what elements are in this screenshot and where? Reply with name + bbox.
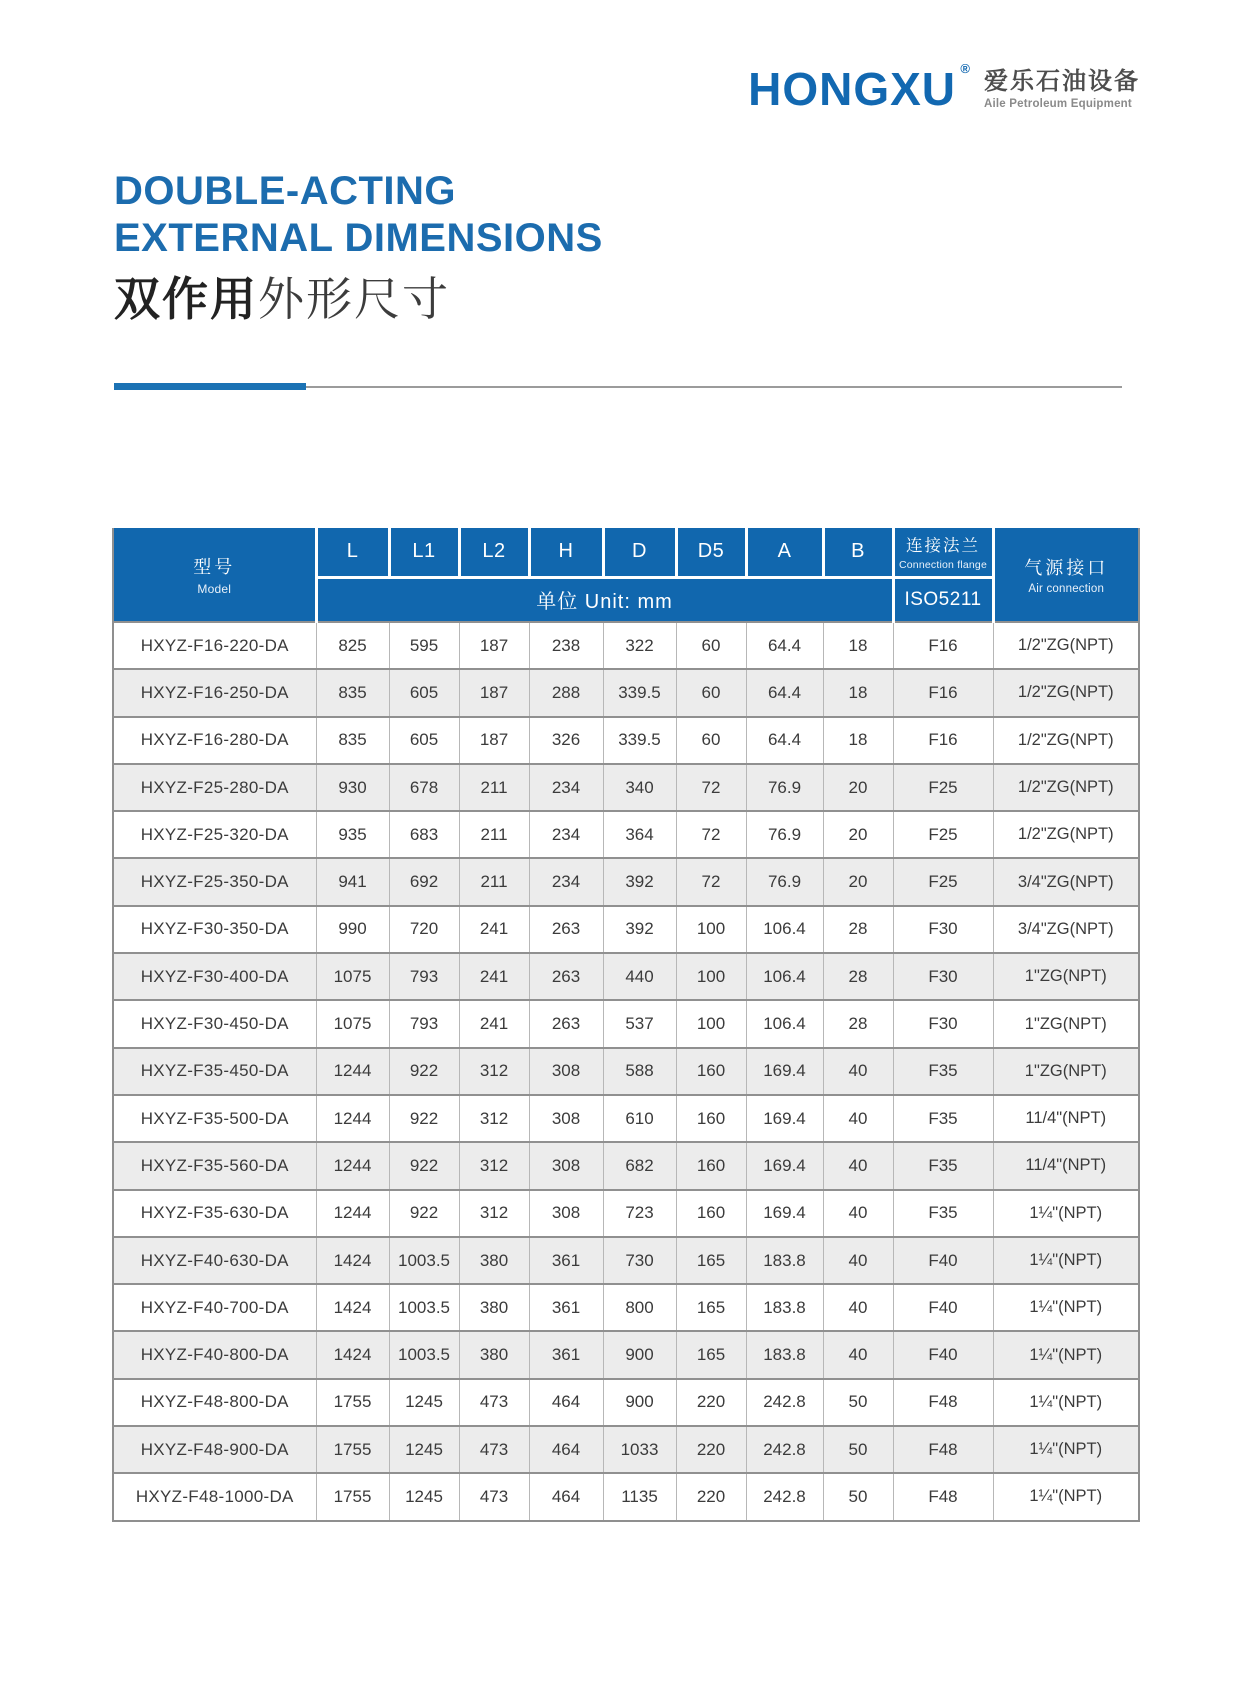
cell-l2: 312 — [459, 1190, 529, 1237]
cell-d5: 72 — [676, 858, 746, 905]
cell-l2: 380 — [459, 1237, 529, 1284]
cell-l2: 187 — [459, 717, 529, 764]
cell-air: 1"ZG(NPT) — [993, 1048, 1139, 1095]
cell-l2: 312 — [459, 1048, 529, 1095]
header-dim-L2: L2 — [459, 528, 529, 577]
table-body — [113, 622, 1139, 1521]
cell-d5: 165 — [676, 1331, 746, 1378]
cell-model: HXYZ-F30-450-DA — [113, 1000, 316, 1047]
cell-b: 28 — [823, 953, 893, 1000]
cell-h: 238 — [529, 622, 603, 669]
cell-air: 1¼"(NPT) — [993, 1473, 1139, 1520]
cell-d5: 72 — [676, 764, 746, 811]
divider — [114, 383, 1122, 390]
cell-l: 835 — [316, 669, 389, 716]
table-row — [113, 669, 1139, 716]
cell-flange: F16 — [893, 669, 993, 716]
cell-d: 339.5 — [603, 717, 676, 764]
cell-h: 308 — [529, 1142, 603, 1189]
cell-l2: 473 — [459, 1426, 529, 1473]
cell-l2: 241 — [459, 953, 529, 1000]
cell-d: 364 — [603, 811, 676, 858]
cell-l1: 1245 — [389, 1473, 459, 1520]
cell-h: 288 — [529, 669, 603, 716]
cell-flange: F30 — [893, 906, 993, 953]
cell-model: HXYZ-F16-220-DA — [113, 622, 316, 669]
cell-l1: 793 — [389, 1000, 459, 1047]
cell-flange: F48 — [893, 1426, 993, 1473]
cell-flange: F48 — [893, 1379, 993, 1426]
table-row — [113, 811, 1139, 858]
cell-flange: F40 — [893, 1284, 993, 1331]
cell-l1: 1003.5 — [389, 1284, 459, 1331]
cell-d: 322 — [603, 622, 676, 669]
cell-l1: 683 — [389, 811, 459, 858]
cell-model: HXYZ-F30-400-DA — [113, 953, 316, 1000]
cell-air: 1/2"ZG(NPT) — [993, 669, 1139, 716]
cell-model: HXYZ-F48-1000-DA — [113, 1473, 316, 1520]
cell-model: HXYZ-F48-800-DA — [113, 1379, 316, 1426]
header-model-en: Model — [197, 582, 232, 596]
cell-air: 3/4"ZG(NPT) — [993, 858, 1139, 905]
cell-b: 40 — [823, 1284, 893, 1331]
cell-d5: 220 — [676, 1473, 746, 1520]
cell-l: 1755 — [316, 1426, 389, 1473]
table-row — [113, 717, 1139, 764]
title-en-line2: EXTERNAL DIMENSIONS — [114, 216, 603, 261]
cell-air: 1¼"(NPT) — [993, 1331, 1139, 1378]
cell-l2: 380 — [459, 1284, 529, 1331]
cell-a: 64.4 — [746, 717, 823, 764]
cell-model: HXYZ-F40-800-DA — [113, 1331, 316, 1378]
cell-l1: 922 — [389, 1142, 459, 1189]
logo-subtitle — [984, 69, 1140, 112]
header-unit-label: 单位 Unit: mm — [316, 577, 893, 622]
cell-l: 1244 — [316, 1142, 389, 1189]
title-cn-regular: 外形尺寸 — [258, 273, 450, 326]
logo-brand-wrap — [748, 61, 970, 115]
cell-l1: 605 — [389, 717, 459, 764]
cell-h: 263 — [529, 906, 603, 953]
cell-air: 1/2"ZG(NPT) — [993, 622, 1139, 669]
cell-l2: 473 — [459, 1379, 529, 1426]
cell-b: 50 — [823, 1473, 893, 1520]
cell-flange: F35 — [893, 1190, 993, 1237]
dimensions-table-wrap — [112, 528, 1140, 1522]
cell-b: 50 — [823, 1426, 893, 1473]
cell-l1: 922 — [389, 1095, 459, 1142]
cell-h: 263 — [529, 1000, 603, 1047]
table-header — [113, 528, 1139, 622]
cell-d5: 100 — [676, 906, 746, 953]
cell-l1: 1003.5 — [389, 1331, 459, 1378]
cell-l1: 678 — [389, 764, 459, 811]
cell-model: HXYZ-F30-350-DA — [113, 906, 316, 953]
cell-a: 64.4 — [746, 669, 823, 716]
cell-a: 106.4 — [746, 906, 823, 953]
table-row — [113, 1048, 1139, 1095]
cell-flange: F40 — [893, 1237, 993, 1284]
cell-d5: 60 — [676, 669, 746, 716]
cell-b: 20 — [823, 764, 893, 811]
cell-d: 1033 — [603, 1426, 676, 1473]
header-dim-L: L — [316, 528, 389, 577]
cell-l1: 595 — [389, 622, 459, 669]
cell-d5: 160 — [676, 1095, 746, 1142]
cell-d5: 165 — [676, 1237, 746, 1284]
cell-model: HXYZ-F25-350-DA — [113, 858, 316, 905]
cell-l1: 922 — [389, 1048, 459, 1095]
cell-h: 464 — [529, 1379, 603, 1426]
cell-a: 183.8 — [746, 1284, 823, 1331]
cell-d: 900 — [603, 1379, 676, 1426]
cell-a: 169.4 — [746, 1048, 823, 1095]
cell-b: 40 — [823, 1190, 893, 1237]
cell-model: HXYZ-F16-250-DA — [113, 669, 316, 716]
cell-air: 1¼"(NPT) — [993, 1284, 1139, 1331]
cell-b: 40 — [823, 1142, 893, 1189]
cell-air: 1¼"(NPT) — [993, 1426, 1139, 1473]
cell-a: 169.4 — [746, 1095, 823, 1142]
cell-l: 930 — [316, 764, 389, 811]
cell-b: 20 — [823, 811, 893, 858]
cell-l2: 473 — [459, 1473, 529, 1520]
cell-flange: F30 — [893, 953, 993, 1000]
cell-l1: 793 — [389, 953, 459, 1000]
cell-model: HXYZ-F40-700-DA — [113, 1284, 316, 1331]
cell-d: 340 — [603, 764, 676, 811]
table-row — [113, 1426, 1139, 1473]
cell-air: 1¼"(NPT) — [993, 1379, 1139, 1426]
cell-air: 11/4"(NPT) — [993, 1142, 1139, 1189]
cell-a: 242.8 — [746, 1426, 823, 1473]
cell-flange: F48 — [893, 1473, 993, 1520]
divider-accent-bar — [114, 383, 306, 390]
cell-l1: 922 — [389, 1190, 459, 1237]
cell-model: HXYZ-F16-280-DA — [113, 717, 316, 764]
divider-thin-line — [306, 386, 1122, 388]
cell-model: HXYZ-F35-500-DA — [113, 1095, 316, 1142]
header-flange-cn: 连接法兰 — [906, 537, 980, 556]
cell-d5: 160 — [676, 1048, 746, 1095]
cell-h: 308 — [529, 1190, 603, 1237]
cell-model: HXYZ-F25-320-DA — [113, 811, 316, 858]
cell-l: 1424 — [316, 1284, 389, 1331]
cell-b: 40 — [823, 1095, 893, 1142]
cell-b: 18 — [823, 669, 893, 716]
cell-a: 242.8 — [746, 1379, 823, 1426]
cell-flange: F35 — [893, 1048, 993, 1095]
cell-h: 263 — [529, 953, 603, 1000]
cell-l: 941 — [316, 858, 389, 905]
cell-l2: 211 — [459, 764, 529, 811]
cell-flange: F30 — [893, 1000, 993, 1047]
cell-l1: 1245 — [389, 1379, 459, 1426]
cell-d: 682 — [603, 1142, 676, 1189]
cell-d: 537 — [603, 1000, 676, 1047]
cell-d: 392 — [603, 858, 676, 905]
cell-d: 392 — [603, 906, 676, 953]
header-air-connection — [993, 528, 1139, 622]
cell-air: 1/2"ZG(NPT) — [993, 811, 1139, 858]
cell-l2: 187 — [459, 622, 529, 669]
cell-h: 361 — [529, 1331, 603, 1378]
cell-d: 730 — [603, 1237, 676, 1284]
cell-air: 1/2"ZG(NPT) — [993, 717, 1139, 764]
header-dim-B: B — [823, 528, 893, 577]
cell-l: 825 — [316, 622, 389, 669]
cell-h: 361 — [529, 1237, 603, 1284]
cell-d5: 165 — [676, 1284, 746, 1331]
cell-d: 1135 — [603, 1473, 676, 1520]
cell-flange: F25 — [893, 811, 993, 858]
cell-d: 723 — [603, 1190, 676, 1237]
cell-l1: 692 — [389, 858, 459, 905]
cell-d: 900 — [603, 1331, 676, 1378]
cell-b: 28 — [823, 906, 893, 953]
logo — [748, 61, 1140, 115]
cell-l2: 312 — [459, 1095, 529, 1142]
table-row — [113, 906, 1139, 953]
cell-d5: 72 — [676, 811, 746, 858]
cell-l: 990 — [316, 906, 389, 953]
cell-d: 339.5 — [603, 669, 676, 716]
header-dim-L1: L1 — [389, 528, 459, 577]
cell-h: 308 — [529, 1095, 603, 1142]
cell-model: HXYZ-F48-900-DA — [113, 1426, 316, 1473]
cell-d: 800 — [603, 1284, 676, 1331]
table-row — [113, 953, 1139, 1000]
table-row — [113, 858, 1139, 905]
cell-a: 106.4 — [746, 1000, 823, 1047]
table-row — [113, 764, 1139, 811]
cell-d5: 60 — [676, 622, 746, 669]
title-cn-bold: 双作用 — [114, 273, 258, 326]
cell-l2: 187 — [459, 669, 529, 716]
cell-l1: 1245 — [389, 1426, 459, 1473]
cell-model: HXYZ-F35-630-DA — [113, 1190, 316, 1237]
cell-l: 935 — [316, 811, 389, 858]
cell-b: 18 — [823, 717, 893, 764]
cell-b: 50 — [823, 1379, 893, 1426]
table-row — [113, 1000, 1139, 1047]
cell-d5: 60 — [676, 717, 746, 764]
cell-l2: 241 — [459, 1000, 529, 1047]
table-row — [113, 1473, 1139, 1520]
cell-d5: 160 — [676, 1142, 746, 1189]
cell-flange: F16 — [893, 622, 993, 669]
header-model-cn: 型号 — [193, 557, 236, 577]
header-model — [113, 528, 316, 622]
cell-l2: 211 — [459, 811, 529, 858]
cell-d: 610 — [603, 1095, 676, 1142]
header-iso-standard: ISO5211 — [893, 577, 993, 622]
table-row — [113, 1142, 1139, 1189]
cell-d5: 220 — [676, 1379, 746, 1426]
cell-air: 3/4"ZG(NPT) — [993, 906, 1139, 953]
cell-air: 1"ZG(NPT) — [993, 953, 1139, 1000]
cell-a: 76.9 — [746, 811, 823, 858]
cell-model: HXYZ-F35-560-DA — [113, 1142, 316, 1189]
logo-brand-text: HONGXU — [748, 63, 956, 115]
cell-b: 20 — [823, 858, 893, 905]
header-dim-D5: D5 — [676, 528, 746, 577]
cell-d: 588 — [603, 1048, 676, 1095]
cell-a: 169.4 — [746, 1142, 823, 1189]
header-flange-en: Connection flange — [898, 559, 988, 572]
cell-d5: 220 — [676, 1426, 746, 1473]
cell-flange: F25 — [893, 764, 993, 811]
table-row — [113, 1095, 1139, 1142]
cell-h: 464 — [529, 1473, 603, 1520]
table-row — [113, 1237, 1139, 1284]
cell-l: 1424 — [316, 1331, 389, 1378]
cell-flange: F16 — [893, 717, 993, 764]
cell-d5: 160 — [676, 1190, 746, 1237]
cell-b: 18 — [823, 622, 893, 669]
title-en-line1: DOUBLE-ACTING — [114, 169, 457, 213]
header-dim-A: A — [746, 528, 823, 577]
cell-model: HXYZ-F35-450-DA — [113, 1048, 316, 1095]
cell-a: 183.8 — [746, 1237, 823, 1284]
table-row — [113, 1190, 1139, 1237]
cell-flange: F25 — [893, 858, 993, 905]
dimensions-table — [112, 528, 1140, 1522]
cell-flange: F35 — [893, 1142, 993, 1189]
cell-h: 234 — [529, 858, 603, 905]
cell-model: HXYZ-F25-280-DA — [113, 764, 316, 811]
cell-air: 1¼"(NPT) — [993, 1190, 1139, 1237]
cell-l1: 1003.5 — [389, 1237, 459, 1284]
cell-h: 361 — [529, 1284, 603, 1331]
cell-a: 169.4 — [746, 1190, 823, 1237]
cell-model: HXYZ-F40-630-DA — [113, 1237, 316, 1284]
cell-h: 308 — [529, 1048, 603, 1095]
logo-en-name: Aile Petroleum Equipment — [984, 98, 1132, 111]
cell-b: 40 — [823, 1331, 893, 1378]
cell-air: 1"ZG(NPT) — [993, 1000, 1139, 1047]
cell-l2: 312 — [459, 1142, 529, 1189]
cell-l: 1075 — [316, 953, 389, 1000]
header-connection-flange — [893, 528, 993, 577]
cell-d: 440 — [603, 953, 676, 1000]
cell-l1: 605 — [389, 669, 459, 716]
cell-h: 326 — [529, 717, 603, 764]
table-row — [113, 1284, 1139, 1331]
cell-h: 464 — [529, 1426, 603, 1473]
cell-l: 1244 — [316, 1048, 389, 1095]
cell-h: 234 — [529, 764, 603, 811]
logo-cn-name: 爱乐石油设备 — [984, 67, 1140, 95]
cell-air: 11/4"(NPT) — [993, 1095, 1139, 1142]
registered-trademark-icon: ® — [960, 61, 970, 76]
cell-b: 28 — [823, 1000, 893, 1047]
cell-b: 40 — [823, 1237, 893, 1284]
cell-l: 1755 — [316, 1379, 389, 1426]
title-cn — [114, 274, 603, 325]
cell-l: 1244 — [316, 1095, 389, 1142]
cell-b: 40 — [823, 1048, 893, 1095]
cell-l: 1424 — [316, 1237, 389, 1284]
cell-a: 106.4 — [746, 953, 823, 1000]
header-dim-H: H — [529, 528, 603, 577]
cell-l2: 380 — [459, 1331, 529, 1378]
cell-a: 76.9 — [746, 764, 823, 811]
cell-d5: 100 — [676, 1000, 746, 1047]
cell-d5: 100 — [676, 953, 746, 1000]
cell-l: 1244 — [316, 1190, 389, 1237]
table-row — [113, 1331, 1139, 1378]
header-air-en: Air connection — [1028, 583, 1105, 595]
cell-l2: 241 — [459, 906, 529, 953]
cell-flange: F35 — [893, 1095, 993, 1142]
table-row — [113, 1379, 1139, 1426]
cell-l2: 211 — [459, 858, 529, 905]
header-air-cn: 气源接口 — [1024, 558, 1109, 578]
header-dim-D: D — [603, 528, 676, 577]
cell-l: 835 — [316, 717, 389, 764]
page-title — [114, 168, 603, 325]
cell-a: 183.8 — [746, 1331, 823, 1378]
cell-l: 1755 — [316, 1473, 389, 1520]
cell-a: 64.4 — [746, 622, 823, 669]
cell-air: 1/2"ZG(NPT) — [993, 764, 1139, 811]
cell-a: 76.9 — [746, 858, 823, 905]
cell-l1: 720 — [389, 906, 459, 953]
cell-flange: F40 — [893, 1331, 993, 1378]
cell-l: 1075 — [316, 1000, 389, 1047]
cell-h: 234 — [529, 811, 603, 858]
cell-air: 1¼"(NPT) — [993, 1237, 1139, 1284]
table-row — [113, 622, 1139, 669]
cell-a: 242.8 — [746, 1473, 823, 1520]
